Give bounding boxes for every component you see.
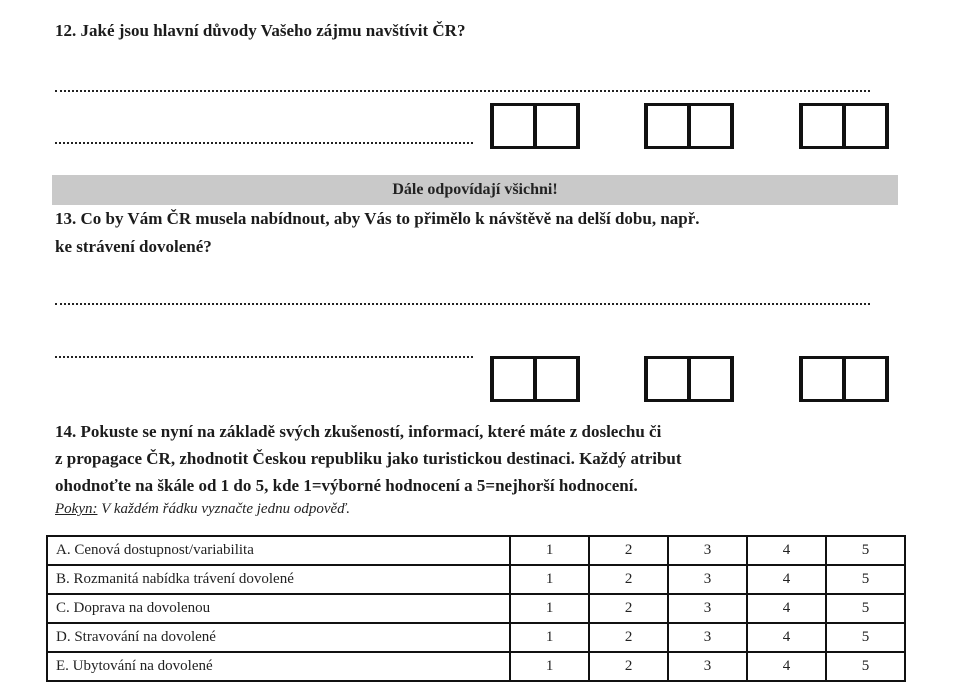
score-option-3[interactable]: 3 [668, 565, 747, 594]
score-option-1[interactable]: 1 [510, 565, 589, 594]
question-13-heading-line-1: 13. Co by Vám ČR musela nabídnout, aby Vás to přimělo k návštěvě na delší dobu, např. [55, 209, 700, 228]
score-option-4[interactable]: 4 [747, 594, 826, 623]
table-row [47, 594, 905, 623]
score-option-3[interactable]: 3 [668, 594, 747, 623]
score-option-5[interactable]: 5 [826, 623, 905, 652]
score-option-4[interactable]: 4 [747, 565, 826, 594]
score-option-3[interactable]: 3 [668, 623, 747, 652]
code-cell[interactable] [799, 356, 846, 402]
code-cell[interactable] [533, 103, 580, 149]
attribute-label: C. Doprava na dovolenou [47, 594, 510, 623]
table-row [47, 565, 905, 594]
score-option-4[interactable]: 4 [747, 652, 826, 681]
q13-code-box-group-1 [490, 356, 576, 402]
q12-answer-line-2[interactable] [55, 142, 473, 144]
score-option-1[interactable]: 1 [510, 594, 589, 623]
instruction [55, 501, 350, 518]
score-option-2[interactable]: 2 [589, 565, 668, 594]
attribute-label: A. Cenová dostupnost/variabilita [47, 536, 510, 565]
question-14-heading-line-1: 14. Pokuste se nyní na základě svých zkušeností, informací, které máte z doslechu či [55, 422, 662, 441]
instruction-text: V každém řádku vyznačte jednu odpověď. [97, 501, 351, 517]
q13-answer-line-1[interactable] [55, 303, 870, 305]
q13-code-box-group-2 [644, 356, 730, 402]
score-option-1[interactable]: 1 [510, 536, 589, 565]
q12-code-box-group-2 [644, 103, 730, 149]
attribute-label: E. Ubytování na dovolené [47, 652, 510, 681]
table-row [47, 536, 905, 565]
code-cell[interactable] [533, 356, 580, 402]
code-cell[interactable] [490, 356, 537, 402]
code-cell[interactable] [490, 103, 537, 149]
score-option-2[interactable]: 2 [589, 623, 668, 652]
attribute-label: D. Stravování na dovolené [47, 623, 510, 652]
score-option-3[interactable]: 3 [668, 652, 747, 681]
q12-code-box-group-3 [799, 103, 885, 149]
score-option-2[interactable]: 2 [589, 652, 668, 681]
attribute-label: B. Rozmanitá nabídka trávení dovolené [47, 565, 510, 594]
rating-table [46, 535, 906, 682]
score-option-1[interactable]: 1 [510, 623, 589, 652]
code-cell[interactable] [687, 103, 734, 149]
q12-answer-line-1[interactable] [55, 90, 870, 92]
score-option-5[interactable]: 5 [826, 565, 905, 594]
q13-answer-line-2[interactable] [55, 356, 473, 358]
score-option-4[interactable]: 4 [747, 623, 826, 652]
score-option-4[interactable]: 4 [747, 536, 826, 565]
q12-code-box-group-1 [490, 103, 576, 149]
score-option-2[interactable]: 2 [589, 594, 668, 623]
code-cell[interactable] [799, 103, 846, 149]
table-row [47, 623, 905, 652]
question-14-heading-line-3: ohodnoťte na škále od 1 do 5, kde 1=výborné hodnocení a 5=nejhorší hodnocení. [55, 476, 638, 495]
score-option-5[interactable]: 5 [826, 652, 905, 681]
code-cell[interactable] [644, 356, 691, 402]
score-option-1[interactable]: 1 [510, 652, 589, 681]
q13-code-box-group-3 [799, 356, 885, 402]
code-cell[interactable] [644, 103, 691, 149]
code-cell[interactable] [687, 356, 734, 402]
score-option-3[interactable]: 3 [668, 536, 747, 565]
question-13-heading-line-2: ke strávení dovolené? [55, 237, 212, 256]
code-cell[interactable] [842, 356, 889, 402]
score-option-5[interactable]: 5 [826, 536, 905, 565]
score-option-5[interactable]: 5 [826, 594, 905, 623]
section-banner: Dále odpovídají všichni! [52, 175, 898, 205]
score-option-2[interactable]: 2 [589, 536, 668, 565]
table-row [47, 652, 905, 681]
question-12-heading: 12. Jaké jsou hlavní důvody Vašeho zájmu navštívit ČR? [55, 21, 466, 40]
instruction-label: Pokyn: [55, 501, 98, 517]
question-14-heading-line-2: z propagace ČR, zhodnotit Českou republiku jako turistickou destinaci. Každý atribut [55, 449, 682, 468]
code-cell[interactable] [842, 103, 889, 149]
